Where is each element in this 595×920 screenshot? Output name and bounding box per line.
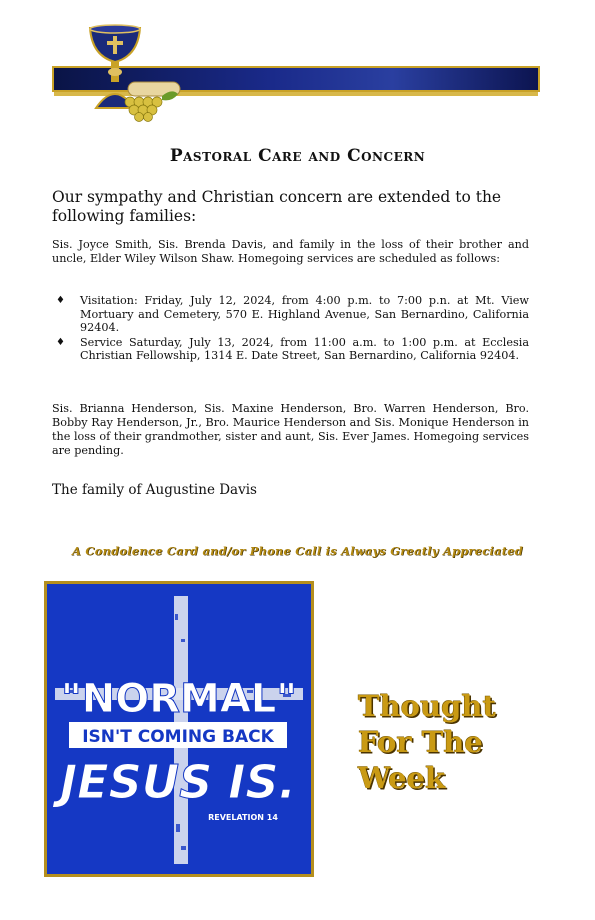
diamond-bullet-icon: ♦ xyxy=(56,336,65,348)
service-text: Service Saturday, July 13, 2024, from 11:00 a.m. to 1:00 p.m. at Ecclesia Christian Fellowship, 1314 E. Date Street, San Bernardino, California 92404. xyxy=(80,335,529,362)
chalice-icon xyxy=(82,22,182,122)
services-list xyxy=(52,294,529,364)
jesus-is-poster xyxy=(44,581,314,877)
visitation-text: Visitation: Friday, July 12, 2024, from 4:00 p.m. to 7:00 p.n. at Mt. View Mortuary and Cemetery, 570 E. Highland Avenue, San Bernardino, California 92404. xyxy=(80,294,529,334)
thought-line-1: Thought xyxy=(358,689,496,723)
family-notice-henderson: Sis. Brianna Henderson, Sis. Maxine Henderson, Bro. Warren Henderson, Bro. Bobby Ray Henderson, Jr., Bro. Maurice Henderson and Sis. Monique Henderson in the loss of their grandmother, sister and aunt, Sis. Ever James. Homegoing services are pending. xyxy=(52,402,529,457)
poster-line-normal: "NORMAL" xyxy=(60,676,298,722)
poster-line-jesus-is: JESUS IS. xyxy=(60,755,296,809)
thought-line-2: For The xyxy=(358,725,483,759)
thought-line-3: Week xyxy=(358,761,446,795)
poster-reference: REVELATION 14 xyxy=(208,813,278,822)
list-item xyxy=(52,336,529,363)
thought-for-the-week xyxy=(358,688,496,796)
poster-line-coming-back: ISN'T COMING BACK xyxy=(82,727,274,747)
intro-text: Our sympathy and Christian concern are extended to the following families: xyxy=(52,188,502,225)
family-notice-davis: The family of Augustine Davis xyxy=(52,482,257,498)
page-title: Pastoral Care and Concern xyxy=(169,146,426,166)
poster-art xyxy=(47,584,311,874)
list-item xyxy=(52,294,529,335)
condolence-banner: A Condolence Card and/or Phone Call is Always Greatly Appreciated xyxy=(72,544,523,558)
diamond-bullet-icon: ♦ xyxy=(56,295,65,306)
family-notice-shaw: Sis. Joyce Smith, Sis. Brenda Davis, and family in the loss of their brother and uncle, Elder Wiley Wilson Shaw. Homegoing services are scheduled as follows: xyxy=(52,238,529,265)
